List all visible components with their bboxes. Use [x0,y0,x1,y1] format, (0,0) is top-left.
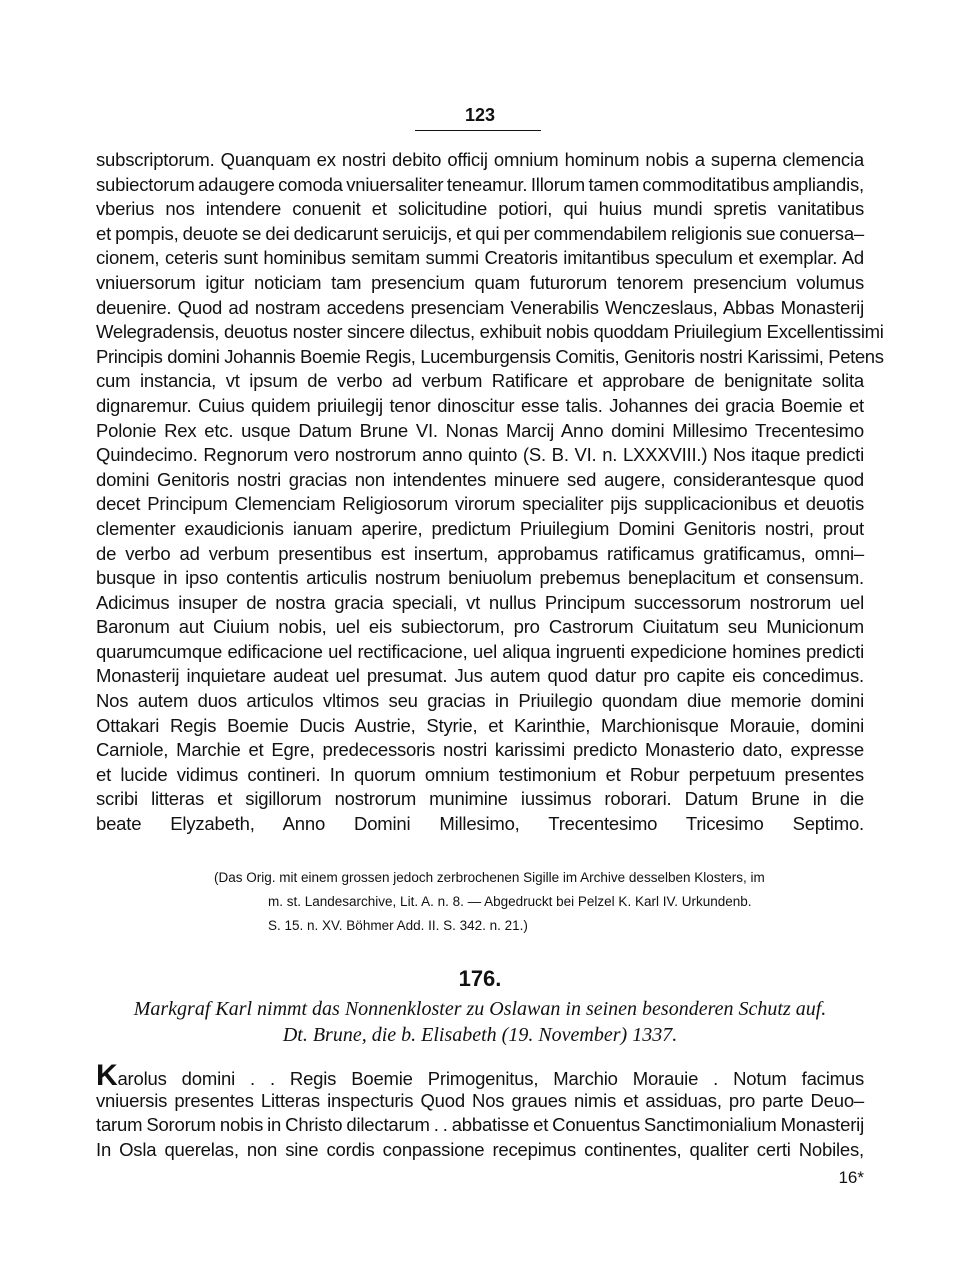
text-line: subscriptorum. Quanquam ex nostri debito officij omnium hominum nobis a superna clemencia [96,149,864,170]
text-line: vniuersorum igitur noticiam tam presencium quam futurorum tenorem presencium volumus [96,271,864,293]
text-line: cionem, ceteris sunt hominibus semitam summi Creatoris imitantibus speculum et exemplar. Ad [96,247,864,269]
text-line: Nos autem duos articulos vltimos seu gracias in Priuilegio quondam diue memorie domini [96,690,864,712]
text-line: arolus domini . . Regis Boemie Primogenitus, Marchio Morauie . Notum facimus [117,1068,864,1089]
text-line: quarumcumque edificacione uel rectificacione, uel aliqua ingruenti expedicione homines predicti [96,640,864,662]
text-line: dignaremur. Cuius quidem priuilegij tenor dinoscitur esse talis. Johannes dei gracia Boemie et [96,394,864,416]
text-line: Monasterij inquietare audeat uel presumat. Jus autem quod datur pro capite eis concedimus. [96,665,864,687]
text-line: decet Principum Clemenciam Religiosorum virorum specialiter pijs supplicacionibus et deuotis [96,493,864,515]
text-line: In Osla querelas, non sine cordis conpassione recepimus continentes, qualiter certi Nobiles, [96,1138,864,1160]
text-line: clementer exaudicionis ianuam aperire, predictum Priuilegium Domini Genitoris nostri, prout [96,517,864,539]
signature-mark: 16* [838,1168,864,1187]
text-line: cum instancia, vt ipsum de verbo ad verbum Ratificare et approbare de benignitate solita [96,370,864,392]
document-title-line: Markgraf Karl nimmt das Nonnenkloster zu Oslawan in seinen besonderen Schutz auf. [133,998,827,1020]
document-text-block [96,1059,864,1162]
source-note [214,866,864,938]
text-line: tarum Sororum nobis in Christo dilectarum . . abbatisse et Conuentus Sanctimonialium Monasterij [96,1114,864,1136]
text-line: subiectorum adaugere comoda vniuersaliter teneamur. Illorum tamen commoditatibus ampliandis, [96,173,864,195]
text-line: Adicimus insuper de nostra gracia speciali, vt nullus Principum successorum nostrorum uel [96,591,864,613]
text-line: Quindecimo. Regnorum vero nostrorum anno quinto (S. B. VI. n. LXXXVIII.) Nos itaque predicti [96,444,864,466]
text-line: deuenire. Quod ad nostram accedens presenciam Venerabilis Wenczeslaus, Abbas Monasterij [96,296,864,318]
text-line: scribi litteras et sigillorum nostrorum munimine iussimus roborari. Datum Brune in die [96,788,864,810]
text-line: et pompis, deuote se dei dedicarunt seruicijs, et qui per commendabilem religionis sue conuersa– [96,222,864,244]
text-line: Ottakari Regis Boemie Ducis Austrie, Styrie, et Karinthie, Marchionisque Morauie, domini [96,714,864,736]
initial-letter: K [96,1059,118,1092]
page-number: 123 [464,105,496,125]
document-title [96,996,864,1048]
document-number: 176. [458,966,502,991]
text-line: vberius nos intendere conuenit et solicitudine potiori, qui huius mundi spretis vanitatibus [96,198,864,220]
text-line: busque in ipso contentis articulis nostrum beniuolum prebemus beneplacitum et consensum. [96,567,864,589]
text-line: vniuersis presentes Litteras inspecturis Quod Nos graues nimis et assiduas, pro parte Deuo– [96,1089,864,1111]
document-date-line: Dt. Brune, die b. Elisabeth (19. November) 1337. [282,1024,678,1046]
text-line: domini Genitoris nostri gracias non intendentes minuere sed augere, considerantesque quod [96,468,864,490]
text-line: Welegradensis, deuotus noster sincere dilectus, exhibuit nobis quoddam Priuilegium Excellentissimi [96,321,884,343]
text-line: et lucide vidimus contineri. In quorum omnium testimonium et Robur perpetuum presentes [96,763,864,785]
note-line: m. st. Landesarchive, Lit. A. n. 8. — Abgedruckt bei Pelzel K. Karl IV. Urkundenb. [268,894,752,909]
note-line: (Das Orig. mit einem grossen jedoch zerbrochenen Sigille im Archive desselben Klosters, im [214,870,765,885]
text-line: Carniole, Marchie et Egre, predecessoris nostri karissimi predicto Monasterio dato, expresse [96,739,864,761]
note-line: S. 15. n. XV. Böhmer Add. II. S. 342. n. 21.) [268,918,528,933]
main-text-block [96,148,884,837]
text-line: Polonie Rex etc. usque Datum Brune VI. Nonas Marcij Anno domini Millesimo Trecentesimo [96,419,864,441]
header-rule [415,130,541,131]
text-line: beate Elyzabeth, Anno Domini Millesimo, Trecentesimo Tricesimo Septimo. [96,813,864,835]
text-line-first [96,1059,864,1092]
text-line: Baronum aut Ciuium nobis, uel eis subiectorum, pro Castrorum Ciuitatum seu Municionum [96,616,864,638]
text-line: Principis domini Johannis Boemie Regis, Lucemburgensis Comitis, Genitoris nostri Karissimi, Petens [96,345,884,367]
text-line: de verbo ad verbum presentibus est insertum, approbamus ratificamus gratificamus, omni– [96,542,864,564]
